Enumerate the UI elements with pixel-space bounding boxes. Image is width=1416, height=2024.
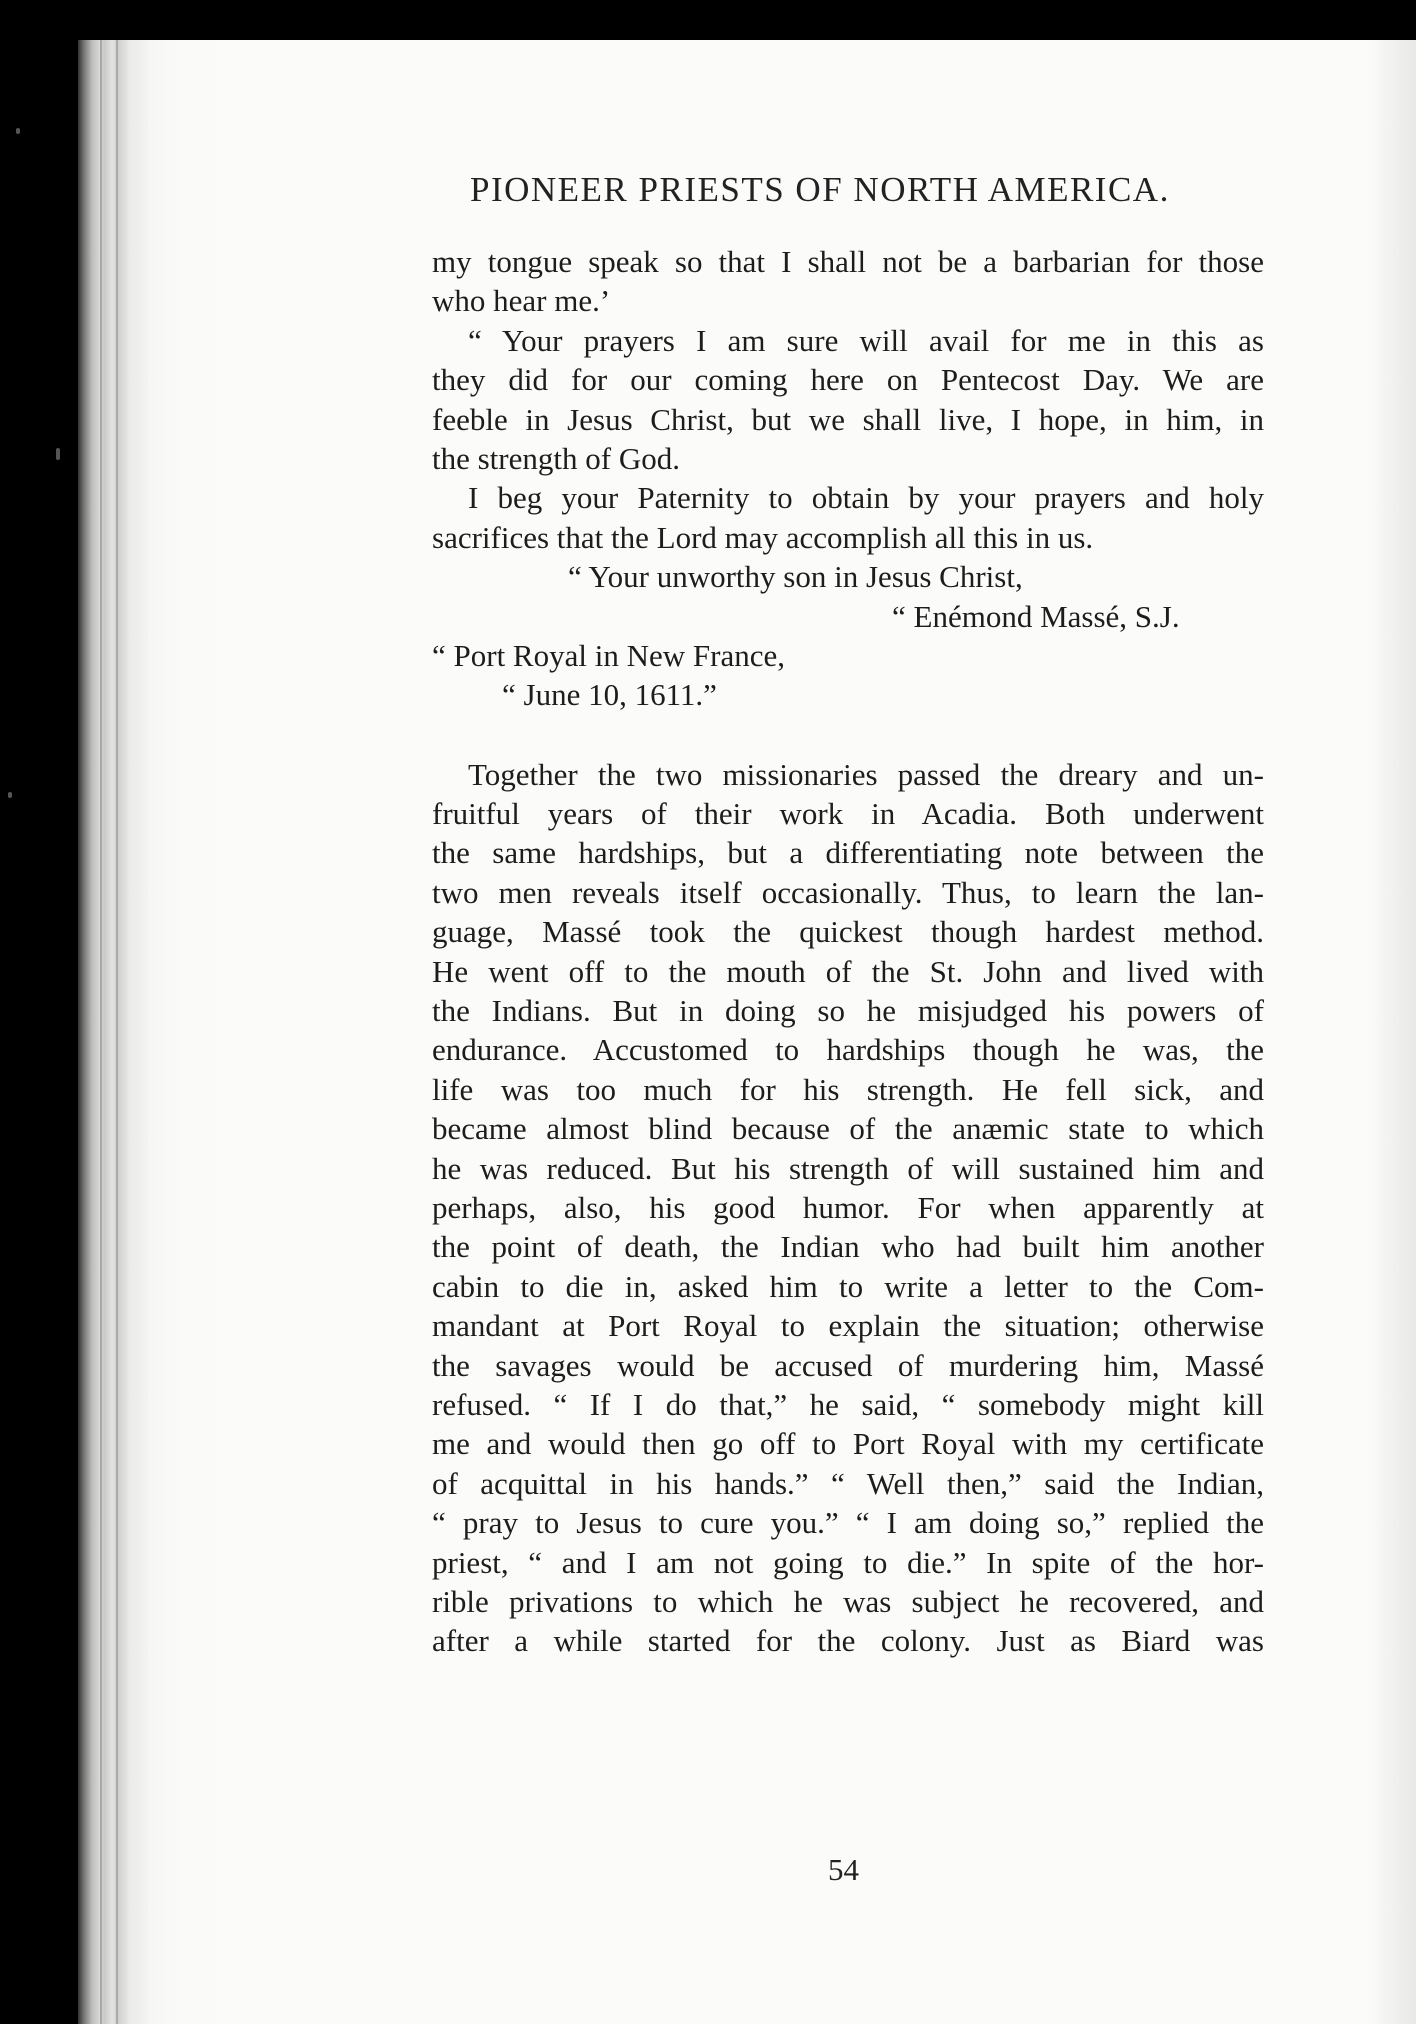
book-spine-edge — [78, 40, 148, 2024]
text-line: after a while started for the colony. Just as Biard was — [432, 1623, 1264, 1659]
text-line: the savages would be accused of murdering him, Massé — [432, 1347, 1264, 1383]
text-line: endurance. Accustomed to hardships though he was, the — [432, 1032, 1264, 1068]
letter-closing: “ Your unworthy son in Jesus Christ, — [568, 559, 1023, 595]
text-line: cabin to die in, asked him to write a letter to the Com- — [432, 1268, 1264, 1304]
text-line: priest, “ and I am not going to die.” In spite of the hor- — [432, 1544, 1264, 1580]
text-line: they did for our coming here on Pentecost Day. We are — [432, 362, 1264, 398]
text-line: guage, Massé took the quickest though hardest method. — [432, 914, 1264, 950]
text-line: I beg your Paternity to obtain by your prayers and holy — [468, 480, 1264, 516]
letter-place: “ Port Royal in New France, — [432, 637, 785, 673]
text-line: feeble in Jesus Christ, but we shall live, I hope, in him, in — [432, 401, 1264, 437]
letter-signature: “ Enémond Massé, S.J. — [892, 598, 1180, 634]
text-line: Together the two missionaries passed the dreary and un- — [468, 756, 1264, 792]
text-line: the same hardships, but a differentiating note between the — [432, 835, 1264, 871]
page-number: 54 — [828, 1852, 859, 1887]
text-line: sacrifices that the Lord may accomplish all this in us. — [432, 519, 1094, 555]
text-line: two men reveals itself occasionally. Thus, to learn the lan- — [432, 874, 1264, 910]
text-line: the strength of God. — [432, 440, 680, 476]
text-line: rible privations to which he was subject he recovered, and — [432, 1583, 1264, 1619]
text-line: “ Your prayers I am sure will avail for me in this as — [468, 322, 1264, 358]
text-line: my tongue speak so that I shall not be a barbarian for those — [432, 244, 1264, 279]
text-line: the point of death, the Indian who had built him another — [432, 1229, 1264, 1265]
text-line: me and would then go off to Port Royal with my certificate — [432, 1426, 1264, 1462]
text-line: perhaps, also, his good humor. For when apparently at — [432, 1189, 1264, 1225]
text-line: He went off to the mouth of the St. John and lived with — [432, 953, 1264, 989]
spine-crease-line — [116, 40, 118, 2024]
text-line: “ pray to Jesus to cure you.” “ I am doing so,” replied the — [432, 1505, 1264, 1541]
text-line: became almost blind because of the anæmic state to which — [432, 1111, 1264, 1147]
text-line: of acquittal in his hands.” “ Well then,” said the Indian, — [432, 1465, 1264, 1501]
text-line: he was reduced. But his strength of will sustained him and — [432, 1150, 1264, 1186]
text-line: fruitful years of their work in Acadia. Both underwent — [432, 796, 1264, 832]
text-line: who hear me.’ — [432, 283, 611, 319]
text-line: the Indians. But in doing so he misjudged his powers of — [432, 993, 1264, 1029]
text-line: mandant at Port Royal to explain the situation; otherwise — [432, 1308, 1264, 1344]
running-title: PIONEER PRIESTS OF NORTH AMERICA. — [470, 170, 1170, 209]
spine-crease-line — [100, 40, 102, 2024]
paragraph-gap — [432, 715, 1264, 755]
scan-speck — [56, 448, 60, 460]
scan-speck — [8, 792, 12, 798]
text-line: life was too much for his strength. He fell sick, and — [432, 1071, 1264, 1107]
page-text-block — [432, 242, 1264, 1661]
text-line: refused. “ If I do that,” he said, “ somebody might kill — [432, 1386, 1264, 1422]
letter-date: “ June 10, 1611.” — [502, 677, 717, 713]
scan-speck — [16, 128, 20, 134]
